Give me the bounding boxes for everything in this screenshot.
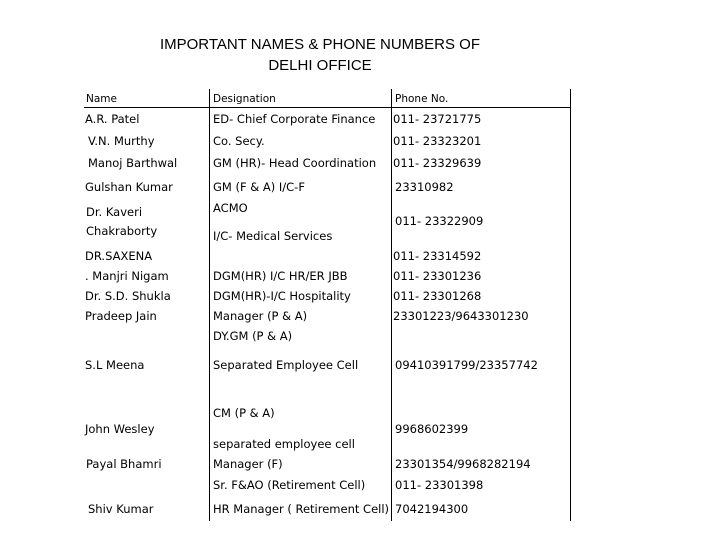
cell-phone: 011- 23314592 xyxy=(393,249,482,263)
cell-designation: GM (F & A) I/C-F xyxy=(213,180,305,194)
cell-name: Shiv Kumar xyxy=(88,502,154,516)
cell-designation: DY.GM (P & A) xyxy=(213,329,293,343)
title-line-2: DELHI OFFICE xyxy=(268,57,372,74)
cell-phone: 011- 23301268 xyxy=(393,289,482,303)
cell-name: Gulshan Kumar xyxy=(85,180,173,194)
cell-name: V.N. Murthy xyxy=(88,134,155,148)
cell-phone: 23301354/9968282194 xyxy=(395,457,531,471)
column-divider-2 xyxy=(391,89,392,521)
cell-name: John Wesley xyxy=(85,422,155,436)
cell-phone: 09410391799/23357742 xyxy=(395,358,538,372)
column-divider-1 xyxy=(209,89,210,521)
cell-name: . Manjri Nigam xyxy=(85,269,169,283)
header-name: Name xyxy=(86,93,117,105)
cell-designation: Co. Secy. xyxy=(213,134,265,148)
cell-phone: 011- 23301398 xyxy=(395,478,484,492)
cell-name: Manoj Barthwal xyxy=(88,156,178,170)
cell-designation: HR Manager ( Retirement Cell) xyxy=(213,502,390,516)
cell-name: A.R. Patel xyxy=(85,112,140,126)
column-divider-3 xyxy=(570,89,571,521)
cell-name: Dr. Kaveri xyxy=(86,205,143,219)
cell-designation: ED- Chief Corporate Finance xyxy=(213,112,376,126)
header-designation: Designation xyxy=(213,93,276,105)
title-line-1: IMPORTANT NAMES & PHONE NUMBERS OF xyxy=(159,36,481,53)
cell-name: Pradeep Jain xyxy=(85,309,157,323)
cell-phone: 23310982 xyxy=(395,180,454,194)
cell-phone: 23301223/9643301230 xyxy=(393,309,529,323)
cell-designation: ACMO xyxy=(213,201,248,215)
cell-name: Payal Bhamri xyxy=(86,457,162,471)
cell-phone: 011- 23322909 xyxy=(395,214,484,228)
cell-designation: Sr. F&AO (Retirement Cell) xyxy=(213,478,366,492)
cell-phone: 011- 23301236 xyxy=(393,269,482,283)
cell-phone: 011- 23323201 xyxy=(393,134,482,148)
cell-designation: I/C- Medical Services xyxy=(213,229,333,243)
cell-name: DR.SAXENA xyxy=(85,249,153,263)
page-title xyxy=(120,34,520,76)
cell-designation: Manager (P & A) xyxy=(213,309,308,323)
cell-designation: Manager (F) xyxy=(213,457,283,471)
cell-designation: separated employee cell xyxy=(213,437,355,451)
header-phone: Phone No. xyxy=(395,93,449,105)
cell-name: Chakraborty xyxy=(86,224,158,238)
cell-name: Dr. S.D. Shukla xyxy=(85,289,171,303)
cell-phone: 9968602399 xyxy=(395,422,469,436)
header-bottom-border xyxy=(84,107,571,108)
cell-name: S.L Meena xyxy=(85,358,145,372)
cell-designation: GM (HR)- Head Coordination xyxy=(213,156,377,170)
cell-designation: Separated Employee Cell xyxy=(213,358,359,372)
cell-phone: 7042194300 xyxy=(395,502,469,516)
cell-designation: CM (P & A) xyxy=(213,406,275,420)
cell-phone: 011- 23721775 xyxy=(393,112,482,126)
cell-phone: 011- 23329639 xyxy=(393,156,482,170)
cell-designation: DGM(HR)-I/C Hospitality xyxy=(213,289,351,303)
cell-designation: DGM(HR) I/C HR/ER JBB xyxy=(213,269,348,283)
